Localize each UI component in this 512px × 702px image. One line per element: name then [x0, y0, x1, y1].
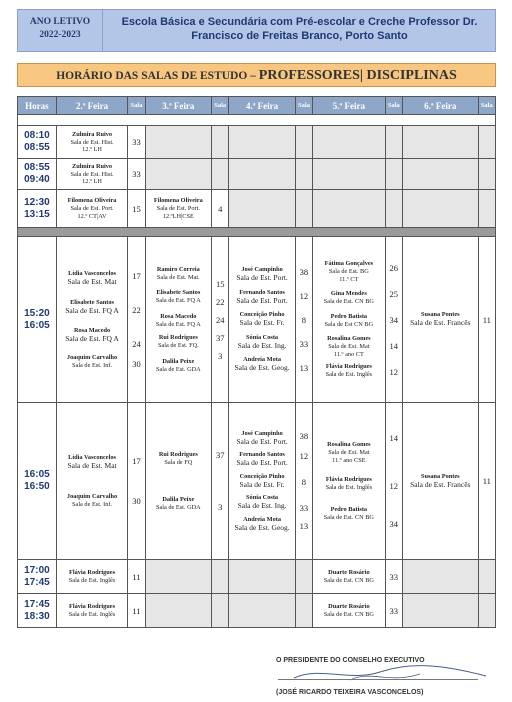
table-row	[18, 126, 496, 159]
room-number: 33	[128, 126, 145, 159]
col-friday: 6.ª Feira	[402, 97, 478, 115]
monday-cell: Zulmira Ruivo Sala de Est. Hist. 12.º LH	[56, 159, 127, 190]
monday-cell: Lídia Vasconcelos Sala de Est. Mat Joaquim Carvalho Sala de Est. Inf.	[56, 403, 127, 560]
col-hours: Horas	[18, 97, 57, 115]
empty-cell	[313, 159, 386, 190]
empty-cell	[295, 594, 312, 628]
col-monday: 2.ª Feira	[56, 97, 127, 115]
empty-cell	[313, 190, 386, 228]
wednesday-cell: José Campinho Sala de Est. Port. Fernando Santos Sala de Est. Port. Conceição Pinho Sala de Est. Fr. Sónia Costa Sala de Est. Ing. Andreia Mota Sala de Est. Geog.	[229, 403, 295, 560]
empty-cell	[295, 190, 312, 228]
monday-cell: Zulmira Ruivo Sala de Est. Hist. 12.º LH	[56, 126, 127, 159]
monday-cell: Lídia Vasconcelos Sala de Est. Mat Elisabete Santos Sala de Est. FQ A Rosa Macedo Sala de Est. FQ A Joaquim Carvalho Sala de Est. Inf.	[56, 237, 127, 403]
col-room: Sala	[295, 97, 312, 115]
empty-cell	[385, 126, 402, 159]
room-numbers: 38 12 8 33 13	[295, 237, 312, 403]
tuesday-cell: Ramiro Correia Sala de Est. Mat. Elisabete Santos Sala de Est. FQ A Rosa Macedo Sala de Est. FQ A Rui Rodrigues Sala de Est. FQ. Dalila Peixe Sala de Est. GDA	[145, 237, 211, 403]
empty-cell	[145, 560, 211, 594]
signature-scribble	[290, 660, 490, 686]
col-tuesday: 3.ª Feira	[145, 97, 211, 115]
thursday-cell: Rosalina Gomes Sala de Est. Mat 11.º ano CSE Flávia Rodrigues Sala de Est. Inglês Pedro Batista Sala de Est. CN BG	[313, 403, 386, 560]
time-slot: 08:55 09:40	[18, 159, 57, 190]
empty-cell	[295, 126, 312, 159]
room-number: 15	[128, 190, 145, 228]
friday-cell: Susana Pontes Sala de Est. Francês	[402, 237, 478, 403]
empty-cell	[313, 126, 386, 159]
time-slot: 17:00 17:45	[18, 560, 57, 594]
empty-cell	[212, 126, 229, 159]
empty-cell	[229, 594, 295, 628]
signature-name: (JOSÉ RICARDO TEIXEIRA VASCONCELOS)	[276, 689, 424, 696]
empty-cell	[478, 159, 495, 190]
room-numbers: 14 12 34	[385, 403, 402, 560]
table-row	[18, 190, 496, 228]
col-thursday: 5.ª Feira	[313, 97, 386, 115]
school-year-value: 2022-2023	[39, 30, 81, 40]
col-room: Sala	[385, 97, 402, 115]
empty-cell	[295, 159, 312, 190]
empty-cell	[385, 159, 402, 190]
empty-cell	[478, 560, 495, 594]
room-numbers: 37 3	[212, 403, 229, 560]
signature-role: O PRESIDENTE DO CONSELHO EXECUTIVO	[276, 657, 425, 664]
table-row	[18, 237, 496, 403]
thursday-cell: Fátima Gonçalves Sala de Est. BG 11.º CT Gina Mendes Sala de Est. CN BG Pedro Batista Sala de Est CN BG Rosalina Gomes Sala de Est. Mat 11.º ano CT Flávia Rodrigues Sala de Est. Inglês	[313, 237, 386, 403]
thursday-cell: Duarte Rosário Sala de Est. CN BG	[313, 560, 386, 594]
room-numbers: 38 12 8 33 13	[295, 403, 312, 560]
document-header	[17, 9, 496, 52]
monday-cell: Flávia Rodrigues Sala de Est. Inglês	[56, 594, 127, 628]
empty-cell	[229, 190, 295, 228]
empty-cell	[385, 190, 402, 228]
table-header-row	[18, 97, 496, 115]
empty-cell	[478, 190, 495, 228]
empty-cell	[212, 159, 229, 190]
monday-cell: Filomena Oliveira Sala de Est. Port. 12.º CT|AV	[56, 190, 127, 228]
empty-cell	[145, 159, 211, 190]
col-room: Sala	[212, 97, 229, 115]
tuesday-cell: Filomena Oliveira Sala de Est. Port. 12.ºLH|CSE	[145, 190, 211, 228]
title-part2: PROFESSORES| DISCIPLINAS	[258, 68, 457, 83]
time-slot: 12:30 13:15	[18, 190, 57, 228]
empty-cell	[402, 190, 478, 228]
room-number: 33	[385, 594, 402, 628]
school-name	[104, 10, 495, 51]
col-room: Sala	[128, 97, 145, 115]
col-wednesday: 4.ª Feira	[229, 97, 295, 115]
table-row	[18, 403, 496, 560]
monday-cell: Flávia Rodrigues Sala de Est. Inglês	[56, 560, 127, 594]
wednesday-cell: José Campinho Sala de Est. Port. Fernando Santos Sala de Est. Port. Conceição Pinho Sala de Est. Fr. Sónia Costa Sala de Est. Ing. Andreia Mota Sala de Est. Geog.	[229, 237, 295, 403]
school-year-label: ANO LETIVO	[29, 17, 91, 27]
room-number: 11	[478, 237, 495, 403]
room-number: 4	[212, 190, 229, 228]
empty-cell	[402, 560, 478, 594]
school-name-line2: Francisco de Freitas Branco, Porto Santo	[191, 30, 408, 42]
room-number: 33	[128, 159, 145, 190]
empty-cell	[402, 159, 478, 190]
empty-cell	[212, 560, 229, 594]
table-row	[18, 594, 496, 628]
time-slot: 17:45 18:30	[18, 594, 57, 628]
col-room: Sala	[478, 97, 495, 115]
time-slot: 16:05 16:50	[18, 403, 57, 560]
table-row	[18, 560, 496, 594]
page-title	[17, 63, 496, 87]
empty-cell	[478, 594, 495, 628]
separator-row	[18, 115, 496, 126]
empty-cell	[295, 560, 312, 594]
school-name-line1: Escola Básica e Secundária com Pré-escolar e Creche Professor Dr.	[121, 16, 478, 28]
empty-cell	[229, 560, 295, 594]
separator-row	[18, 228, 496, 237]
thursday-cell: Duarte Rosário Sala de Est. CN BG	[313, 594, 386, 628]
empty-cell	[145, 126, 211, 159]
title-part1: HORÁRIO DAS SALAS DE ESTUDO –	[56, 70, 259, 82]
room-numbers: 17 30	[128, 403, 145, 560]
school-year	[18, 10, 103, 51]
room-number: 33	[385, 560, 402, 594]
empty-cell	[212, 594, 229, 628]
empty-cell	[229, 159, 295, 190]
room-number: 11	[128, 594, 145, 628]
tuesday-cell: Rui Rodrigues Sala de FQ Dalila Peixe Sala de Est. GDA	[145, 403, 211, 560]
empty-cell	[402, 126, 478, 159]
time-slot: 08:10 08:55	[18, 126, 57, 159]
empty-cell	[229, 126, 295, 159]
room-number: 11	[128, 560, 145, 594]
empty-cell	[145, 594, 211, 628]
room-number: 11	[478, 403, 495, 560]
empty-cell	[478, 126, 495, 159]
room-numbers: 15 22 24 37 3	[212, 237, 229, 403]
schedule-table	[17, 96, 496, 628]
room-numbers: 26 25 34 14 12	[385, 237, 402, 403]
friday-cell: Susana Pontes Sala de Est. Francês	[402, 403, 478, 560]
room-numbers: 17 22 24 30	[128, 237, 145, 403]
time-slot: 15:20 16:05	[18, 237, 57, 403]
signature-line	[278, 679, 478, 680]
table-row	[18, 159, 496, 190]
empty-cell	[402, 594, 478, 628]
